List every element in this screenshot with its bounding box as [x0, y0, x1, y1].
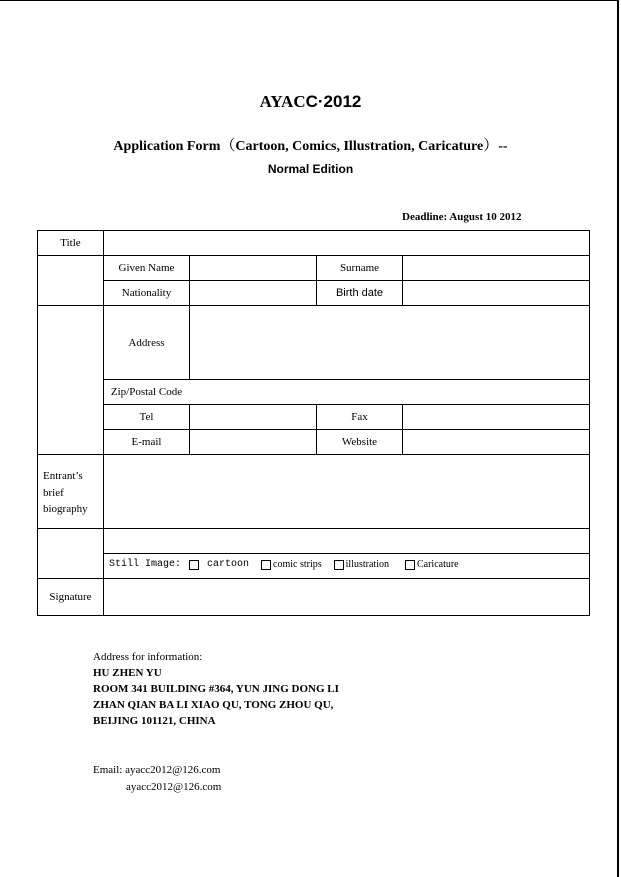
email-field[interactable] — [190, 430, 316, 454]
info-name: HU ZHEN YU — [93, 667, 162, 679]
info-address-line1: ROOM 341 BUILDING #364, YUN JING DONG LI — [93, 683, 339, 695]
deadline: Deadline: August 10 2012 — [402, 211, 522, 223]
given-name-label: Given Name — [118, 262, 175, 274]
heading-open-paren: （ — [220, 138, 236, 154]
cartoon-checkbox[interactable] — [189, 560, 199, 570]
address-field[interactable] — [190, 306, 589, 379]
fax-label: Fax — [351, 411, 368, 423]
title-label: Title — [60, 237, 81, 249]
work-title-field[interactable] — [104, 529, 589, 553]
surname-label: Surname — [339, 262, 380, 274]
document-title — [0, 92, 621, 112]
tel-field[interactable] — [190, 405, 316, 429]
tel-label: Tel — [139, 411, 154, 423]
biography-field[interactable] — [104, 455, 589, 528]
caricature-checkbox[interactable] — [405, 560, 415, 570]
caricature-option-label: Caricature — [416, 559, 459, 570]
given-name-field[interactable] — [190, 256, 316, 280]
birth-date-label: Birth date — [335, 287, 384, 299]
info-email-secondary: ayacc2012@126.com — [126, 781, 222, 793]
surname-field[interactable] — [403, 256, 589, 280]
biography-label — [43, 468, 88, 518]
still-image-label: Still Image: — [109, 559, 182, 570]
zip-field[interactable] — [190, 380, 589, 404]
nationality-label: Nationality — [121, 287, 172, 299]
website-field[interactable] — [403, 430, 589, 454]
website-label: Website — [341, 436, 378, 448]
title-field[interactable] — [104, 231, 589, 255]
title-part1: AYAC — [259, 92, 306, 111]
address-label: Address — [128, 336, 165, 349]
signature-label: Signature — [49, 591, 92, 603]
biography-label-line2: brief — [43, 486, 64, 499]
info-address-line2: ZHAN QIAN BA LI XIAO QU, TONG ZHOU QU, — [93, 699, 334, 711]
zip-label: Zip/Postal Code — [110, 386, 183, 398]
cartoon-option-label: cartoon — [207, 559, 250, 570]
fax-field[interactable] — [403, 405, 589, 429]
illustration-checkbox[interactable] — [334, 560, 344, 570]
info-heading: Address for information: — [93, 651, 203, 663]
signature-field[interactable] — [104, 579, 589, 615]
heading-dash: -- — [498, 139, 508, 154]
nationality-field[interactable] — [190, 281, 316, 305]
biography-label-line1: Entrant’s — [43, 470, 83, 482]
heading-main: Application Form — [113, 139, 221, 154]
title-part2: C·2012 — [305, 92, 362, 111]
email-label: E-mail — [131, 436, 162, 448]
info-address-line3: BEIJING 101121, CHINA — [93, 715, 216, 727]
heading-close-paren: ） — [483, 138, 499, 154]
still-image-options — [109, 559, 459, 570]
comic-strips-checkbox[interactable] — [261, 560, 271, 570]
grid-line — [37, 230, 38, 616]
birth-date-field[interactable] — [403, 281, 589, 305]
grid-line — [103, 553, 590, 554]
biography-label-line3: biography — [43, 503, 88, 515]
info-email: Email: ayacc2012@126.com — [93, 764, 221, 776]
illustration-option-label: illustration — [345, 559, 389, 570]
grid-line — [37, 615, 590, 616]
comic-strips-option-label: comic strips — [273, 559, 322, 570]
form-heading — [0, 134, 621, 155]
edition-label: Normal Edition — [267, 162, 354, 176]
grid-line — [589, 230, 590, 616]
heading-categories: Cartoon, Comics, Illustration, Caricature — [235, 139, 484, 154]
